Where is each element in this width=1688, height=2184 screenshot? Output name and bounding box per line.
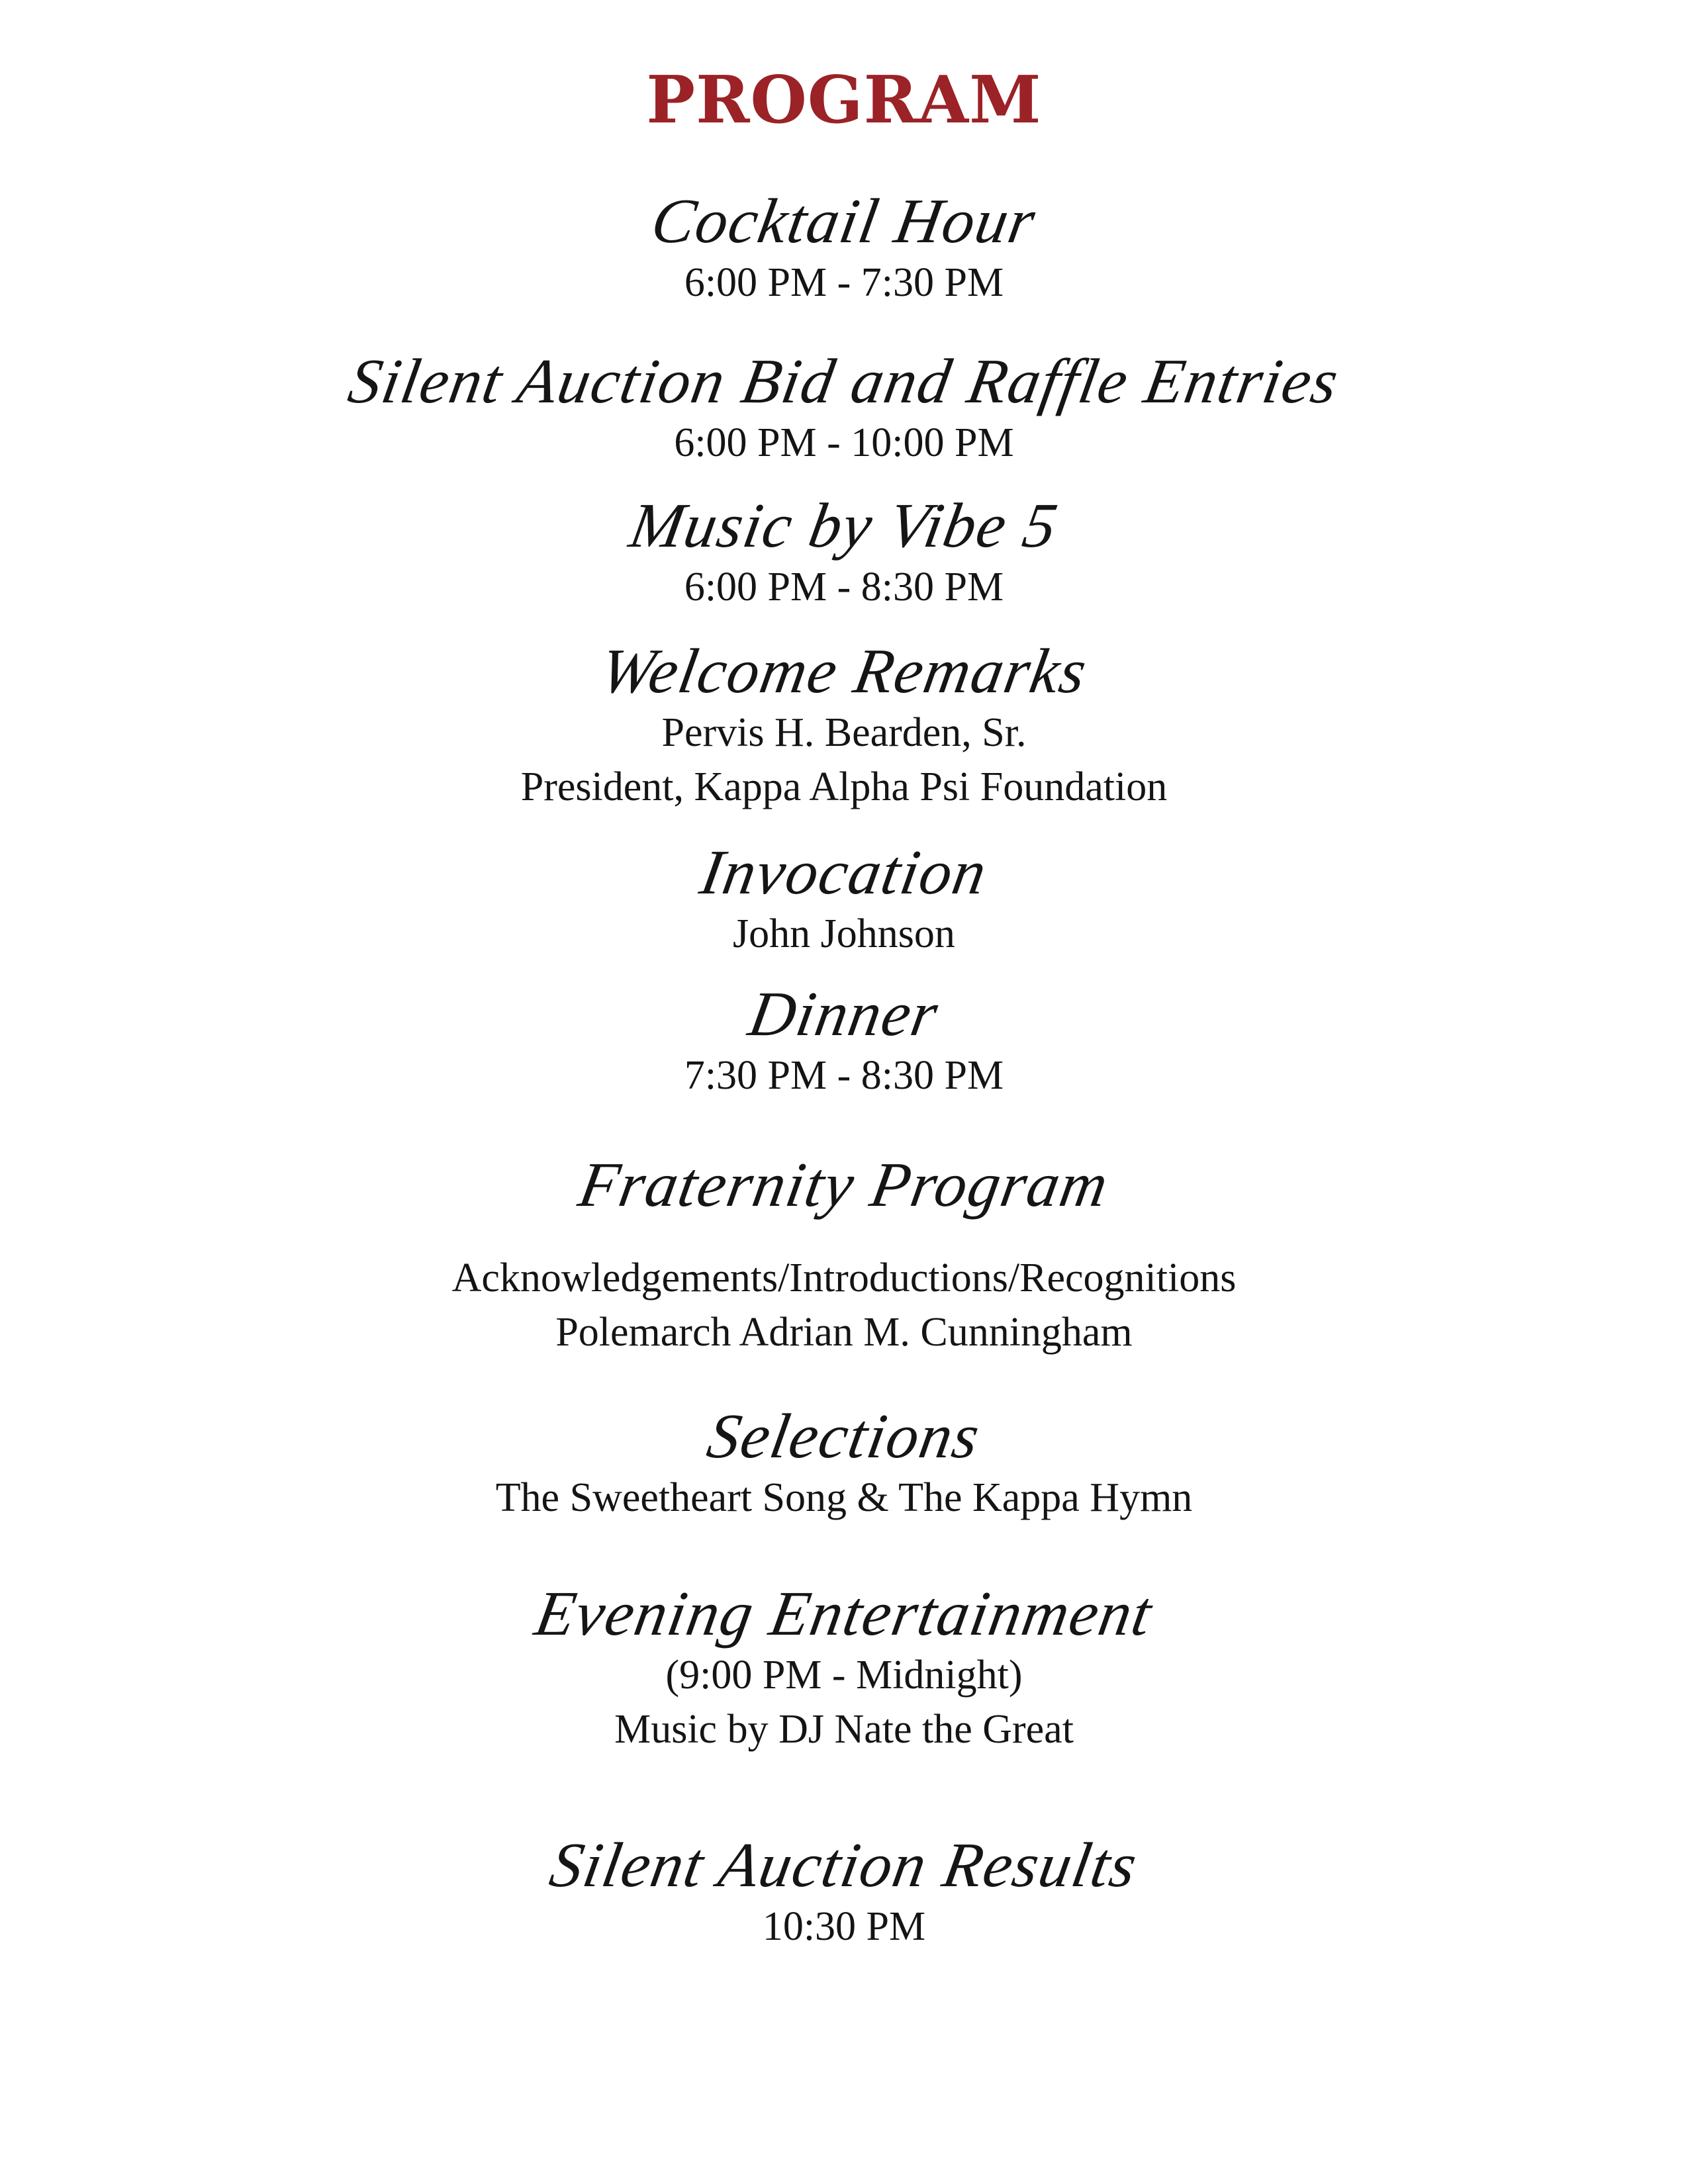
item-heading: Silent Auction Results: [545, 1829, 1143, 1900]
program-item-silent-auction-bid: [0, 347, 1688, 470]
item-description: The Sweetheart Song & The Kappa Hymn: [495, 1475, 1193, 1520]
item-description: Music by DJ Nate the Great: [614, 1707, 1074, 1752]
spacer: [0, 1219, 1688, 1251]
item-description: Acknowledgements/Introductions/Recognitions: [451, 1255, 1237, 1300]
item-time: (9:00 PM - Midnight): [665, 1653, 1023, 1698]
item-heading: Selections: [702, 1400, 986, 1471]
item-speaker-title: President, Kappa Alpha Psi Foundation: [520, 764, 1168, 809]
program-item-silent-auction-results: [0, 1831, 1688, 1954]
program-item-welcome-remarks: [0, 637, 1688, 814]
item-heading: Fraternity Program: [573, 1149, 1115, 1220]
item-time: 6:00 PM - 8:30 PM: [684, 565, 1004, 610]
item-heading: Cocktail Hour: [646, 185, 1042, 256]
item-speaker: John Johnson: [733, 911, 955, 956]
program-item-invocation: [0, 838, 1688, 961]
page-title: PROGRAM: [646, 62, 1042, 138]
item-time: 6:00 PM - 7:30 PM: [684, 260, 1004, 305]
item-time: 7:30 PM - 8:30 PM: [684, 1053, 1004, 1098]
program-item-fraternity-program: [0, 1150, 1688, 1359]
program-item-evening-entertainment: [0, 1579, 1688, 1756]
program-item-cocktail-hour: [0, 187, 1688, 310]
item-speaker: Polemarch Adrian M. Cunningham: [555, 1310, 1133, 1355]
item-heading: Invocation: [695, 837, 993, 907]
program-item-selections: [0, 1402, 1688, 1525]
item-heading: Dinner: [743, 978, 945, 1049]
item-time: 10:30 PM: [762, 1904, 926, 1949]
item-time: 6:00 PM - 10:00 PM: [674, 420, 1014, 465]
item-heading: Welcome Remarks: [595, 635, 1093, 706]
item-speaker: Pervis H. Bearden, Sr.: [661, 710, 1027, 755]
program-item-dinner: [0, 979, 1688, 1103]
item-heading: Music by Vibe 5: [624, 490, 1064, 561]
item-heading: Silent Auction Bid and Raffle Entries: [343, 345, 1345, 416]
program-item-music: [0, 491, 1688, 614]
item-heading: Evening Entertainment: [530, 1578, 1158, 1649]
